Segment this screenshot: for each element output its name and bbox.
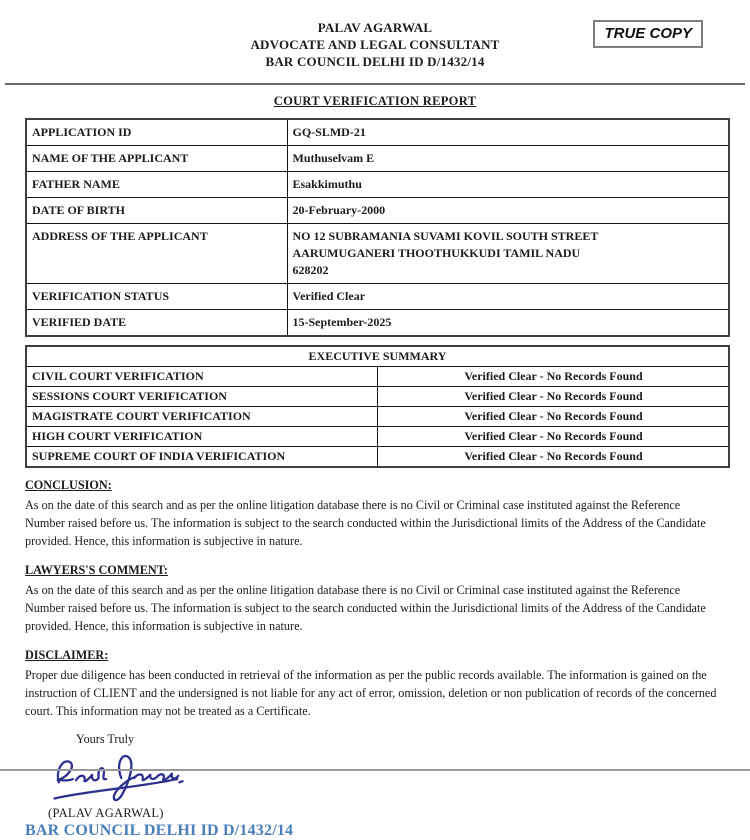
table-row bbox=[26, 146, 729, 172]
section-heading: CONCLUSION: bbox=[25, 478, 112, 492]
applicant-details-table bbox=[25, 118, 730, 337]
row-label: SUPREME COURT OF INDIA VERIFICATION bbox=[26, 447, 378, 468]
table-row bbox=[26, 172, 729, 198]
table-row bbox=[26, 198, 729, 224]
table-row bbox=[26, 310, 729, 337]
row-label: ADDRESS OF THE APPLICANT bbox=[26, 224, 287, 284]
row-value: GQ-SLMD-21 bbox=[287, 119, 729, 146]
section-body: As on the date of this search and as per the online litigation database there is no Civil or Criminal case instituted against the Reference Number raised before us. The information is subject to the search conducted within the Jurisdictional limits of the Address of the Candidate provided. Hence, this information is subjective in nature. bbox=[25, 498, 706, 548]
summary-title: EXECUTIVE SUMMARY bbox=[26, 346, 729, 367]
row-label: APPLICATION ID bbox=[26, 119, 287, 146]
row-label: MAGISTRATE COURT VERIFICATION bbox=[26, 407, 378, 427]
salutation: Yours Truly bbox=[76, 732, 135, 746]
section-conclusion bbox=[25, 478, 722, 550]
section-disclaimer bbox=[25, 648, 722, 720]
row-value: 15-September-2025 bbox=[287, 310, 729, 337]
report-title: COURT VERIFICATION REPORT bbox=[273, 94, 477, 108]
report-sections bbox=[0, 478, 750, 720]
row-label: HIGH COURT VERIFICATION bbox=[26, 427, 378, 447]
row-value: Verified Clear - No Records Found bbox=[378, 407, 730, 427]
row-value: Verified Clear - No Records Found bbox=[378, 367, 730, 387]
row-label: NAME OF THE APPLICANT bbox=[26, 146, 287, 172]
row-label: DATE OF BIRTH bbox=[26, 198, 287, 224]
row-label: VERIFIED DATE bbox=[26, 310, 287, 337]
row-label: SESSIONS COURT VERIFICATION bbox=[26, 387, 378, 407]
section-heading: DISCLAIMER: bbox=[25, 648, 109, 662]
row-value: 20-February-2000 bbox=[287, 198, 729, 224]
section-body: Proper due diligence has been conducted in retrieval of the information as per the public records available. The information is gained on the instruction of CLIENT and the undersigned is not liable for any act of error, omission, deletion or non publication of records of the concerned court. This information may not be treated as a Certificate. bbox=[25, 668, 717, 718]
row-value: Verified Clear - No Records Found bbox=[378, 447, 730, 468]
row-value: Verified Clear bbox=[287, 284, 729, 310]
executive-summary-table bbox=[25, 345, 730, 468]
table-row bbox=[26, 284, 729, 310]
table-row bbox=[26, 407, 729, 427]
advocate-bar-id: BAR COUNCIL DELHI ID D/1432/14 bbox=[265, 54, 485, 69]
advocate-name: PALAV AGARWAL bbox=[317, 20, 433, 35]
table-row bbox=[26, 119, 729, 146]
section-lawyers-comment bbox=[25, 563, 722, 635]
signature bbox=[48, 750, 188, 806]
signature-ink-icon bbox=[48, 750, 188, 806]
row-value: NO 12 SUBRAMANIA SUVAMI KOVIL SOUTH STREET AARUMUGANERI THOOTHUKKUDI TAMIL NADU 628202 bbox=[287, 224, 729, 284]
table-header-row bbox=[26, 346, 729, 367]
header-divider bbox=[5, 83, 745, 85]
table-row bbox=[26, 367, 729, 387]
row-label: FATHER NAME bbox=[26, 172, 287, 198]
row-value: Esakkimuthu bbox=[287, 172, 729, 198]
page-bottom-divider bbox=[0, 769, 750, 771]
footer-bar-council-id: BAR COUNCIL DELHI ID D/1432/14 bbox=[25, 822, 294, 839]
table-row bbox=[26, 447, 729, 468]
row-value: Verified Clear - No Records Found bbox=[378, 387, 730, 407]
signatory-name: (PALAV AGARWAL) bbox=[48, 806, 164, 820]
table-row bbox=[26, 387, 729, 407]
row-value: Muthuselvam E bbox=[287, 146, 729, 172]
table-row bbox=[26, 224, 729, 284]
section-heading: LAWYERS'S COMMENT: bbox=[25, 563, 168, 577]
row-label: CIVIL COURT VERIFICATION bbox=[26, 367, 378, 387]
true-copy-stamp: TRUE COPY bbox=[593, 20, 703, 48]
advocate-subtitle: ADVOCATE AND LEGAL CONSULTANT bbox=[250, 37, 500, 52]
row-label: VERIFICATION STATUS bbox=[26, 284, 287, 310]
table-row bbox=[26, 427, 729, 447]
section-body: As on the date of this search and as per the online litigation database there is no Civil or Criminal case instituted against the Reference Number raised before us. The information is subject to the search conducted within the Jurisdictional limits of the Address of the Candidate provided. Hence, this information is subjective in nature. bbox=[25, 583, 706, 633]
row-value: Verified Clear - No Records Found bbox=[378, 427, 730, 447]
